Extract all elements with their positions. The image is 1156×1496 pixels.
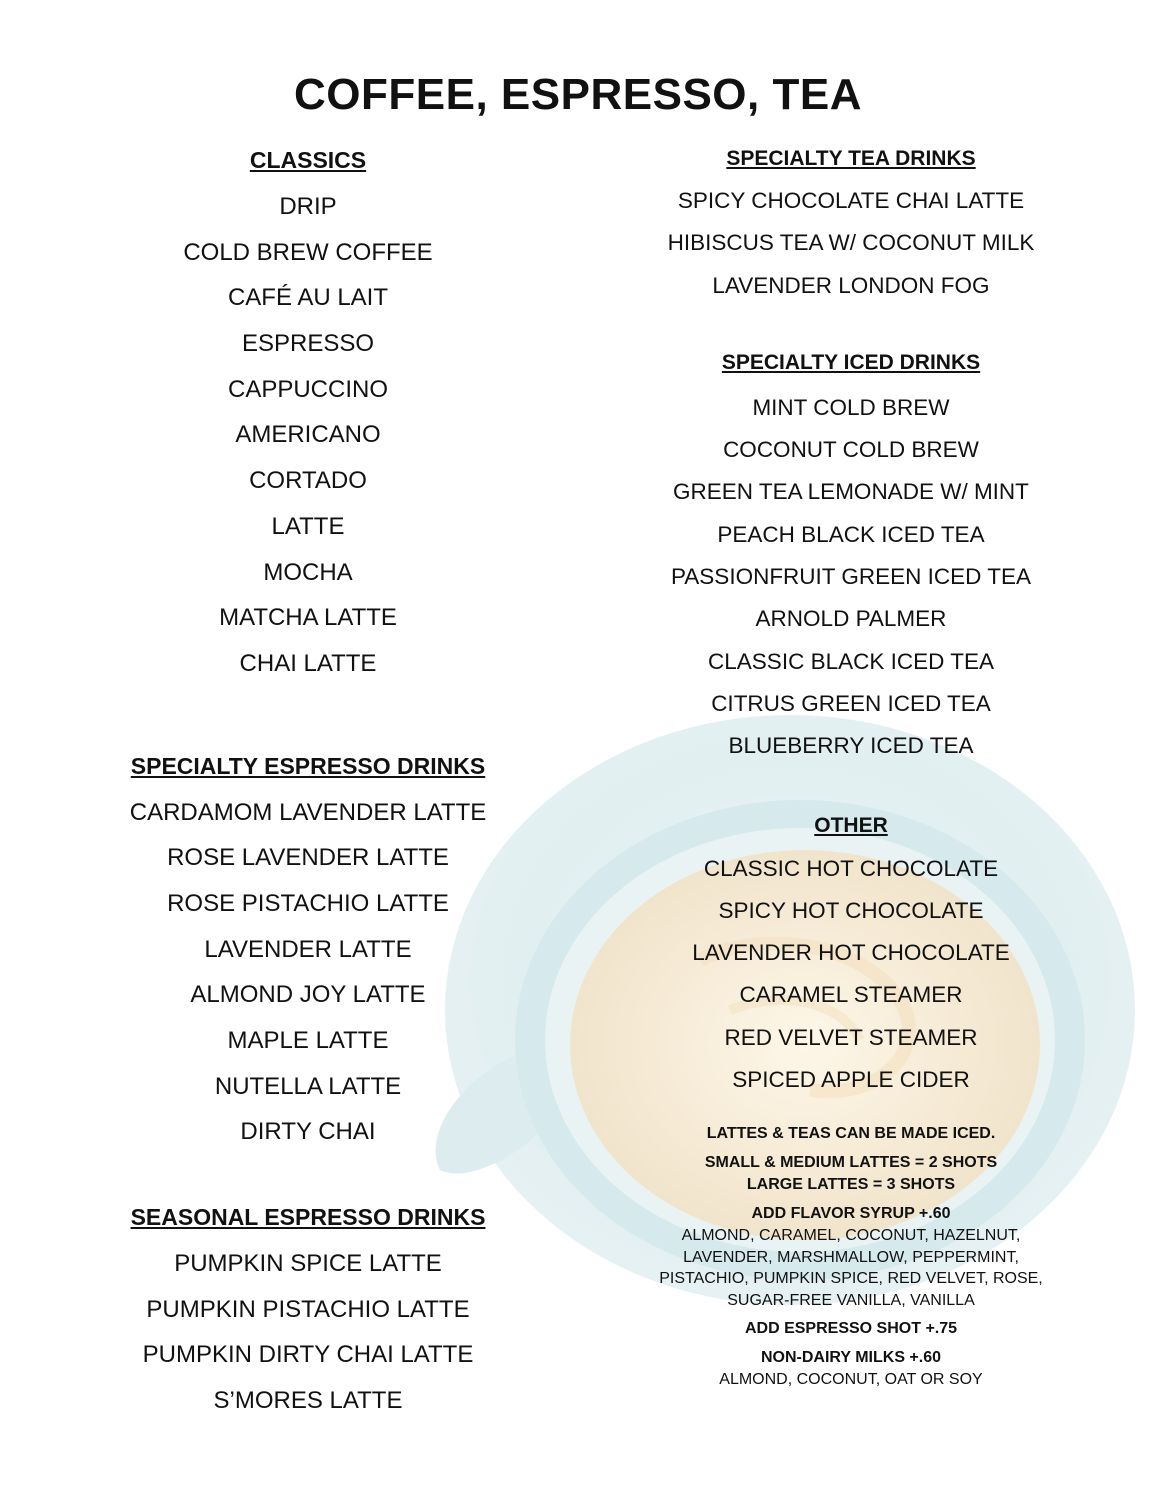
menu-item: CLASSIC HOT CHOCOLATE <box>703 855 999 881</box>
classics-heading: CLASSICS <box>249 147 367 173</box>
non-dairy-milks-heading: NON-DAIRY MILKS +.60 <box>760 1349 942 1366</box>
menu-item: ESPRESSO <box>241 330 375 358</box>
menu-item: CARAMEL STEAMER <box>739 982 963 1008</box>
menu-item: COCONUT COLD BREW <box>723 437 979 463</box>
menu-item: BLUEBERRY ICED TEA <box>728 733 974 759</box>
menu-item: CAFÉ AU LAIT <box>227 284 389 312</box>
menu-item: PASSIONFRUIT GREEN ICED TEA <box>670 564 1032 590</box>
left-column <box>58 142 558 1424</box>
espresso-shot-note: ADD ESPRESSO SHOT +.75 <box>744 1320 958 1337</box>
specialty-iced-list <box>600 387 1102 768</box>
iced-note: LATTES & TEAS CAN BE MADE ICED. <box>706 1125 996 1142</box>
menu-item: HIBISCUS TEA W/ COCONUT MILK <box>667 230 1035 256</box>
shots-large-note: LARGE LATTES = 3 SHOTS <box>746 1176 956 1193</box>
menu-item: CITRUS GREEN ICED TEA <box>711 690 991 716</box>
specialty-espresso-list <box>58 790 558 1156</box>
menu-item: CAPPUCCINO <box>227 375 389 403</box>
menu-item: COLD BREW COFFEE <box>183 238 433 266</box>
menu-item: MAPLE LATTE <box>227 1027 389 1054</box>
menu-item: LATTE <box>271 512 345 540</box>
menu-item: AMERICANO <box>235 421 381 449</box>
menu-item: SPICY HOT CHOCOLATE <box>718 897 984 923</box>
menu-item: LAVENDER LATTE <box>204 935 412 963</box>
menu-item: ARNOLD PALMER <box>755 606 947 632</box>
menu-item: PUMPKIN PISTACHIO LATTE <box>146 1295 470 1323</box>
other-list <box>600 848 1102 1102</box>
menu-notes <box>600 1123 1102 1391</box>
menu-item: CHAI LATTE <box>239 649 377 677</box>
menu-item: ROSE LAVENDER LATTE <box>167 844 449 872</box>
menu-item: MOCHA <box>263 558 353 586</box>
menu-item: SPICY CHOCOLATE CHAI LATTE <box>677 188 1025 213</box>
menu-item: PUMPKIN SPICE LATTE <box>174 1250 442 1278</box>
right-column <box>600 142 1102 1101</box>
menu-item: MINT COLD BREW <box>752 394 950 420</box>
flavor-line: ALMOND, CARAMEL, COCONUT, HAZELNUT, <box>681 1227 1021 1244</box>
menu-item: DIRTY CHAI <box>240 1118 376 1146</box>
menu-item: NUTELLA LATTE <box>214 1072 402 1100</box>
flavor-line: SUGAR-FREE VANILLA, VANILLA <box>727 1291 975 1309</box>
menu-item: ROSE PISTACHIO LATTE <box>167 889 449 917</box>
menu-item: PEACH BLACK ICED TEA <box>717 521 985 547</box>
classics-list <box>58 184 558 687</box>
menu-item: ALMOND JOY LATTE <box>190 981 426 1009</box>
flavor-syrup-heading: ADD FLAVOR SYRUP +.60 <box>751 1205 951 1222</box>
menu-item: SPICED APPLE CIDER <box>732 1067 970 1093</box>
flavor-line: PISTACHIO, PUMPKIN SPICE, RED VELVET, ROSE, <box>659 1270 1043 1287</box>
menu-item: DRIP <box>279 193 337 220</box>
menu-item: LAVENDER LONDON FOG <box>712 272 990 298</box>
specialty-tea-list <box>600 180 1102 307</box>
non-dairy-milks-options: ALMOND, COCONUT, OAT OR SOY <box>719 1371 983 1388</box>
menu-item: GREEN TEA LEMONADE W/ MINT <box>673 479 1029 505</box>
shots-small-medium-note: SMALL & MEDIUM LATTES = 2 SHOTS <box>704 1154 998 1171</box>
specialty-iced-heading: SPECIALTY ICED DRINKS <box>721 350 981 374</box>
menu-item: RED VELVET STEAMER <box>724 1024 978 1050</box>
page-title: COFFEE, ESPRESSO, TEA <box>294 70 862 119</box>
seasonal-espresso-list <box>58 1241 558 1424</box>
flavor-line: LAVENDER, MARSHMALLOW, PEPPERMINT, <box>683 1248 1019 1266</box>
menu-item: LAVENDER HOT CHOCOLATE <box>692 940 1010 966</box>
menu-item: PUMPKIN DIRTY CHAI LATTE <box>142 1341 474 1369</box>
menu-item: CARDAMOM LAVENDER LATTE <box>129 798 487 826</box>
specialty-tea-heading: SPECIALTY TEA DRINKS <box>726 147 976 170</box>
menu-item: S’MORES LATTE <box>213 1387 403 1415</box>
specialty-espresso-heading: SPECIALTY ESPRESSO DRINKS <box>130 752 486 779</box>
menu-item: CLASSIC BLACK ICED TEA <box>708 648 994 674</box>
menu-item: MATCHA LATTE <box>219 604 397 632</box>
other-heading: OTHER <box>814 813 888 837</box>
menu-item: CORTADO <box>249 467 367 495</box>
seasonal-espresso-heading: SEASONAL ESPRESSO DRINKS <box>130 1204 486 1231</box>
